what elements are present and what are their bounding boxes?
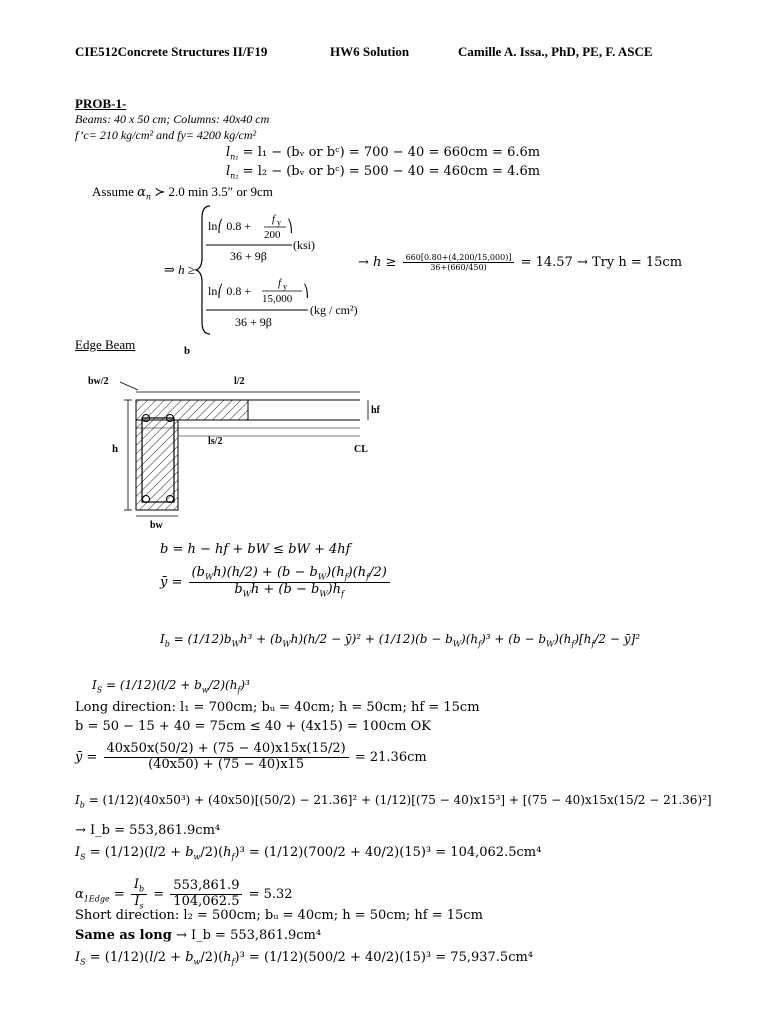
svg-text:⎞: ⎞ — [287, 219, 293, 233]
ybar-calc: ȳ = $\frac{40x50x(50/2) + (75 - 40)x15x(15/2)}{(40x50) + (75 - 40)x15}$ = 21.36cm — [75, 741, 427, 772]
ln1-equation: $l_{n_1} = l_1$ − (bᵥ or bᶜ) = 700 − 40 = 660cm = 6.6m — [226, 145, 541, 162]
label-ls2: ls/2 — [208, 436, 223, 447]
svg-text:f: f — [278, 277, 282, 289]
svg-text:200: 200 — [264, 229, 281, 241]
svg-text:⇒ h ≥: ⇒ h ≥ — [164, 262, 196, 277]
author-name: Camille A. Issa., PhD, PE, F. ASCE — [458, 44, 653, 59]
svg-text:ln⎛ 0.8 +: ln⎛ 0.8 + — [208, 284, 252, 298]
same-as-long-line: Same as long → I_b = 553,861.9cm⁴ — [75, 928, 322, 943]
is-long-calc: $I_S = (1/12)(l/2 + b_w/2)(h_f)^3 = (1/12)(700/2 + 40/2)(15)^3 = 104,062.5cm^4$ — [75, 845, 542, 862]
svg-text:(ksi): (ksi) — [293, 238, 315, 252]
try-h-result: → h ≥ $\frac{660[0.80+(4,200/15,000)]}{36+(660/450)}$ = 14.57 → Try h = 15cm — [358, 253, 683, 273]
label-bw2: bw/2 — [88, 376, 109, 387]
alpha-edge-calc: $\alpha_{1Edge}$ = $\frac{I_b}{I_s}$ = $\frac{553,861.9}{104,062.5}$ = 5.32 — [75, 877, 293, 911]
svg-text:f: f — [272, 213, 276, 225]
label-bw: bw — [150, 520, 163, 530]
ib-result: → I_b = 553,861.9cm⁴ — [75, 823, 221, 838]
label-b: b — [184, 345, 191, 357]
material-props: f’c= 210 kg/cm² and fy= 4200 kg/cm² — [75, 128, 257, 142]
svg-text:36 + 9β: 36 + 9β — [230, 249, 267, 263]
label-l2: l/2 — [234, 376, 245, 387]
label-hf: hf — [371, 405, 380, 416]
svg-text:y: y — [277, 218, 281, 227]
svg-text:ln⎛ 0.8 +: ln⎛ 0.8 + — [208, 219, 252, 233]
svg-text:(kg / cm²): (kg / cm²) — [310, 303, 358, 317]
short-direction-line: Short direction: l₂ = 500cm; bᵤ = 40cm; h = 50cm; hf = 15cm — [75, 908, 483, 923]
long-direction-line: Long direction: l₁ = 700cm; bᵤ = 40cm; h = 50cm; hf = 15cm — [75, 700, 480, 715]
svg-text:⎞: ⎞ — [303, 284, 309, 298]
is-short-calc: $I_S = (1/12)(l/2 + b_w/2)(h_f)^3 = (1/12)(500/2 + 40/2)(15)^3 = 75,937.5cm^4$ — [75, 950, 534, 967]
course-title: CIE512Concrete Structures II/F19 — [75, 44, 268, 59]
b-check-line: b = 50 − 15 + 40 = 75cm ≤ 40 + (4x15) = 100cm OK — [75, 719, 431, 734]
ib-general: $I_b = (1/12)b_Wh^3 + (b_Wh)(h/2$ − ȳ)² + $(1/12)(b - b_W)(h_f)^3 + (b - b_W)(h_f)[h_f/2$ − ȳ]² — [160, 632, 641, 649]
ln2-equation: $l_{n_2} = l_2$ − (bᵥ or bᶜ) = 500 − 40 = 460cm = 4.6m — [226, 164, 541, 181]
problem-title: PROB-1- — [75, 96, 127, 111]
svg-text:36 + 9β: 36 + 9β — [235, 315, 272, 329]
svg-text:15,000: 15,000 — [262, 293, 293, 305]
svg-text:y: y — [283, 282, 287, 291]
edge-beam-title: Edge Beam — [75, 337, 136, 352]
beam-column-dims: Beams: 40 x 50 cm; Columns: 40x40 cm — [75, 112, 270, 126]
edge-beam-diagram — [80, 340, 400, 530]
label-h: h — [112, 443, 119, 455]
ib-calc: $I_b = (1/12)(40x50^3) + (40x50)[(50/2) - 21.36]^2 + (1/12)[(75 - 40)x15^3] + [(75 - 40)x15x(15/2 - 21.36)^2]$ — [75, 793, 712, 810]
homework-title: HW6 Solution — [330, 44, 410, 59]
assume-alpha-line: Assume $\alpha_n$ ≻ 2.0 min 3.5″ or 9cm — [92, 184, 273, 202]
label-cl: CL — [354, 444, 368, 455]
b-width-equation: b = h − hf + bW ≤ bW + 4hf — [160, 542, 351, 557]
is-general: $I_S = (1/12)(l/2 + b_w/2)(h_f)^3$ — [92, 678, 250, 695]
ybar-general: ȳ = $\frac{(b_Wh)(h/2) + (b - b_W)(h_f)(h_f/2)}{b_Wh + (b - b_W)h_f}$ — [160, 566, 392, 599]
